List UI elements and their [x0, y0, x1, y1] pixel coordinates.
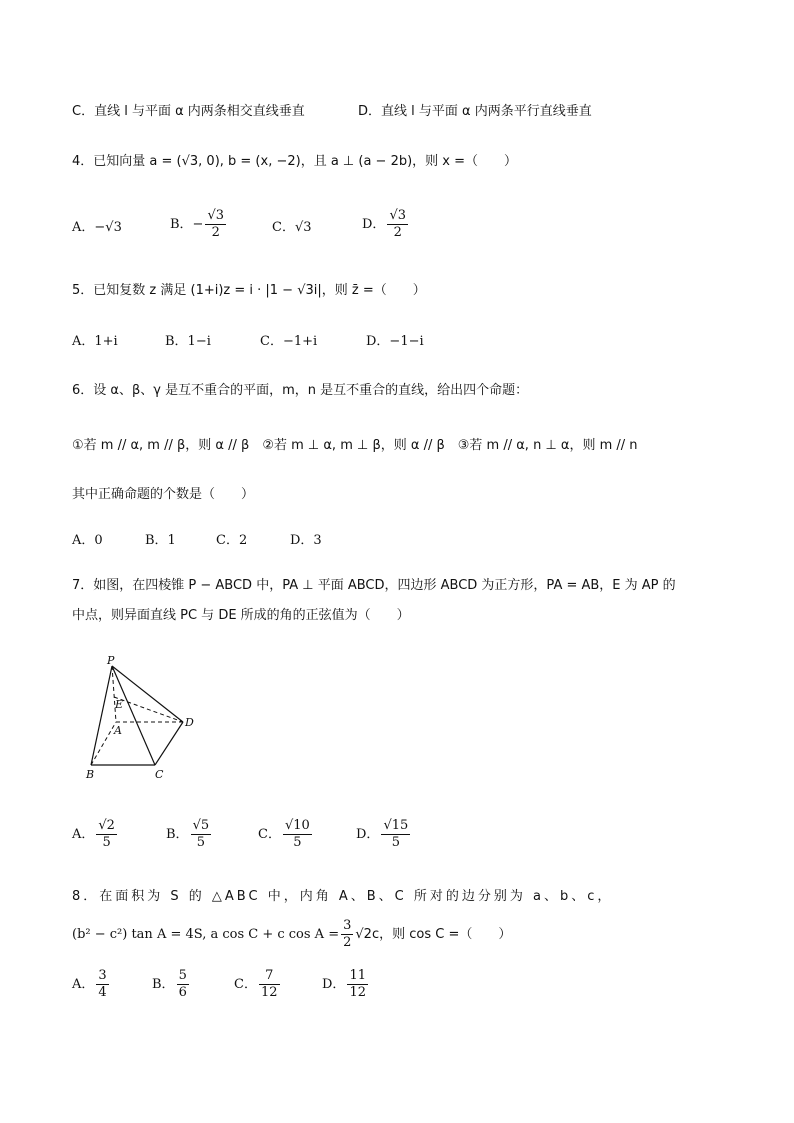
q8-option-a-denominator: 4 — [98, 985, 107, 1000]
q8-option-c-denominator: 12 — [260, 985, 278, 1000]
q7-option-b-denominator: 5 — [196, 835, 205, 850]
q8-option-a-numerator: 3 — [98, 968, 107, 983]
q7-option-a-denominator: 5 — [102, 835, 111, 850]
q6-question: 其中正确命题的个数是（ ） — [72, 487, 255, 502]
q8-option-a-label: A． — [72, 977, 95, 992]
q8-option-d-denominator: 12 — [349, 985, 366, 1000]
edge-pd — [112, 666, 183, 722]
label-a: A — [114, 724, 122, 737]
q7-option-a-numerator: √2 — [98, 818, 115, 833]
q8-option-d — [322, 968, 370, 1001]
q6-option-d: D．3 — [290, 533, 322, 548]
q7-option-d-denominator: 5 — [391, 835, 400, 850]
q4-option-a: A．−√3 — [72, 220, 122, 235]
q6-propositions: ①若 m // α, m // β，则 α // β ②若 m ⊥ α, m ⊥ β，则 α // β ③若 m // α, n ⊥ α，则 m // n — [72, 438, 638, 453]
q8-option-b-denominator: 6 — [178, 985, 187, 1000]
q8-option-b — [152, 968, 191, 1001]
q4-option-b-numerator: √3 — [207, 208, 225, 223]
q7-option-b-label: B． — [166, 827, 189, 842]
edge-ab-hidden — [91, 722, 116, 765]
q7-option-c — [258, 818, 314, 851]
q4-option-d-denominator: 2 — [393, 225, 402, 240]
q8-stem-fraction — [341, 918, 353, 951]
q4-option-d-fraction — [387, 208, 408, 241]
q8-option-b-label: B． — [152, 977, 175, 992]
q7-option-d-label: D． — [356, 827, 380, 842]
q3-option-d: D．直线 l 与平面 α 内两条平行直线垂直 — [358, 104, 592, 119]
q7-option-b — [166, 818, 213, 851]
q7-option-c-numerator: √10 — [284, 818, 310, 833]
q4-option-c: C．√3 — [272, 220, 312, 235]
q7-option-a — [72, 818, 119, 851]
edge-cd — [155, 722, 183, 765]
label-c: C — [155, 768, 164, 781]
q4-option-b-fraction — [205, 208, 226, 241]
q8-option-d-label: D． — [322, 977, 346, 992]
q4-option-d-label: D． — [362, 217, 386, 232]
q4-stem: 4．已知向量 a = (√3, 0), b = (x, −2)，且 a ⊥ (a − 2b)，则 x =（ ） — [72, 154, 518, 169]
q7-stem-line1: 7．如图，在四棱锥 P − ABCD 中，PA ⊥ 平面 ABCD，四边形 ABCD 为正方形，PA = AB，E 为 AP 的 — [72, 578, 676, 593]
edge-pb — [91, 666, 112, 765]
q5-stem: 5．已知复数 z 满足 (1+i)z = i · |1 − √3i|，则 z̄ =（ ） — [72, 283, 426, 298]
q7-option-c-fraction — [283, 818, 312, 851]
edge-pc — [112, 666, 155, 765]
q6-stem: 6．设 α、β、γ 是互不重合的平面，m，n 是互不重合的直线，给出四个命题： — [72, 383, 529, 398]
q7-option-c-denominator: 5 — [293, 835, 302, 850]
label-p: P — [107, 654, 115, 667]
q8-option-c-numerator: 7 — [259, 968, 280, 985]
q8-stem-line2-part2: √2c，则 cos C =（ ） — [355, 927, 512, 942]
q8-option-c — [234, 968, 282, 1001]
q8-stem-line2 — [72, 918, 511, 951]
q7-option-d — [356, 818, 412, 851]
q4-option-b-label: B．− — [170, 217, 204, 232]
label-b: B — [86, 768, 95, 781]
q4-option-d — [362, 208, 410, 241]
q8-stem-line2-part1: (b² − c²) tan A = 4S, a cos C + c cos A = — [72, 927, 340, 942]
label-d: D — [185, 716, 194, 729]
q8-stem-numerator: 3 — [343, 918, 352, 933]
q6-option-c: C．2 — [216, 533, 248, 548]
q5-option-a: A．1+i — [72, 334, 118, 349]
q8-option-c-fraction — [259, 968, 280, 1001]
q5-option-c: C．−1+i — [260, 334, 318, 349]
q4-option-d-numerator: √3 — [389, 208, 406, 223]
q8-option-a — [72, 968, 111, 1001]
q6-option-b: B．1 — [145, 533, 176, 548]
q7-option-c-label: C． — [258, 827, 281, 842]
q6-option-a: A．0 — [72, 533, 103, 548]
q4-option-b — [170, 208, 228, 241]
segment-ed-hidden — [114, 697, 183, 722]
q7-option-a-label: A． — [72, 827, 95, 842]
q8-option-d-fraction — [347, 968, 368, 1001]
q5-option-d: D．−1−i — [366, 334, 424, 349]
q7-option-b-fraction — [191, 818, 212, 851]
q5-option-b: B．1−i — [165, 334, 211, 349]
q7-option-d-numerator: √15 — [383, 818, 409, 833]
q7-option-d-fraction — [381, 818, 410, 851]
q7-option-a-fraction — [96, 818, 117, 851]
q8-option-b-numerator: 5 — [178, 968, 187, 983]
q8-option-c-label: C． — [234, 977, 257, 992]
edge-pa-hidden — [112, 666, 116, 722]
q4-option-b-denominator: 2 — [211, 225, 220, 240]
q8-option-d-numerator: 11 — [349, 968, 366, 983]
q8-option-a-fraction — [96, 968, 108, 1001]
q3-option-c: C．直线 l 与平面 α 内两条相交直线垂直 — [72, 104, 305, 119]
q7-stem-line2: 中点，则异面直线 PC 与 DE 所成的角的正弦值为（ ） — [72, 608, 410, 623]
q7-option-b-numerator: √5 — [192, 818, 210, 833]
q8-option-b-fraction — [177, 968, 189, 1001]
q8-stem-line1: 8．在面积为 S 的 △ABC 中，内角 A、B、C 所对的边分别为 a、b、c， — [72, 889, 614, 904]
label-e: E — [115, 698, 124, 711]
q8-stem-denominator: 2 — [343, 935, 352, 950]
